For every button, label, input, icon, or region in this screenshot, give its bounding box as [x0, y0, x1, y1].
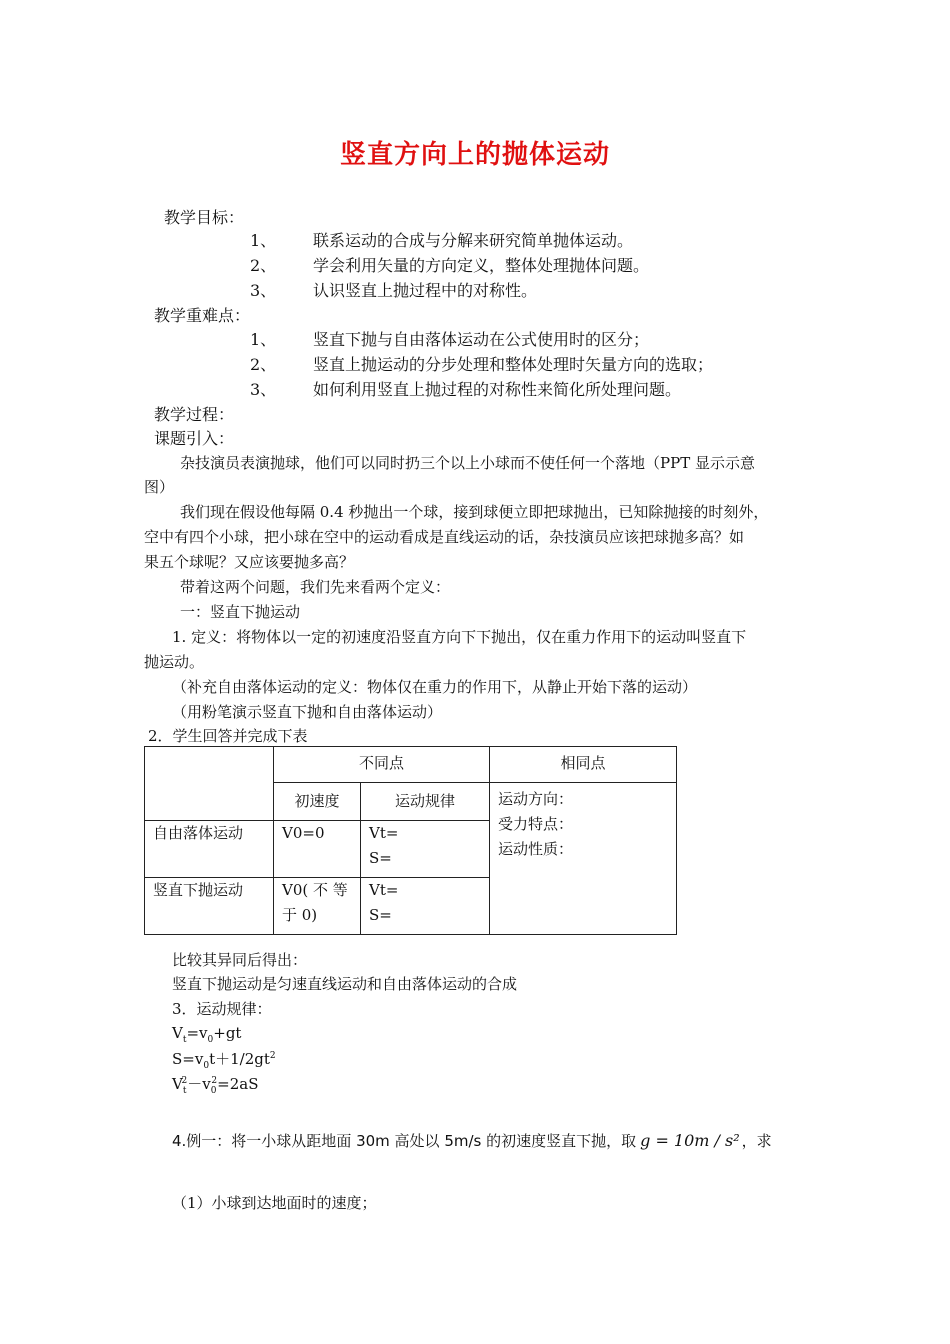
formula-velocity: [172, 1024, 241, 1045]
same-header: 相同点: [560, 754, 606, 772]
formula-displacement: [172, 1048, 276, 1071]
g-formula: g = 10m / s²: [640, 1131, 740, 1150]
f1-sub: t: [182, 1035, 187, 1045]
row1-name: 自由落体运动: [153, 824, 244, 842]
law-header-cell: [361, 783, 490, 821]
example-text: 4.例一：将一小球从距地面 30m 高处以 5m/s 的初速度竖直下抛，取: [172, 1132, 637, 1150]
compare-text: 比较其异同后得出：: [172, 951, 308, 969]
keypoint-1-text: 竖直下抛与自由落体运动在公式使用时的区分；: [313, 330, 650, 349]
law3-heading: 3．运动规律：: [172, 1000, 272, 1018]
row2-law-cell: [361, 878, 490, 935]
goal-3-text: 认识竖直上抛过程中的对称性。: [313, 281, 538, 300]
supplement-note: （补充自由落体运动的定义：物体仅在重力的作用下，从静止开始下落的运动）: [172, 678, 698, 696]
definition-line2: 抛运动。: [144, 653, 205, 671]
para2-line3: 果五个球呢？又应该要抛多高？: [144, 553, 355, 571]
definition-line1: 1. 定义：将物体以一定的初速度沿竖直方向下下抛出，仅在重力作用下的运动叫竖直下: [172, 628, 747, 646]
keypoint-2-num: 2、: [250, 355, 277, 374]
row1-name-cell: [145, 821, 274, 878]
same-header-cell: [490, 747, 677, 783]
para2-line1: 我们现在假设他每隔 0.4 秒抛出一个球，接到球便立即把球抛出，已知除抛接的时刻外，: [180, 503, 769, 521]
row1-law-cell: [361, 821, 490, 878]
f1-sub2: 0: [207, 1035, 214, 1045]
row2-name-cell: [145, 878, 274, 935]
f3-sub2: 0: [210, 1086, 217, 1096]
example-tail: ，求: [741, 1132, 772, 1150]
task2-heading: 2．学生回答并完成下表: [148, 727, 308, 745]
row2-v0-line2: 于 0): [282, 906, 318, 924]
f3-part-b: －v: [187, 1075, 211, 1093]
goal-1-text: 联系运动的合成与分解来研究简单抛体运动。: [313, 231, 634, 250]
goals-heading: 教学目标：: [164, 208, 245, 227]
f2-sub: 0: [203, 1061, 210, 1071]
diff-header: 不同点: [358, 754, 404, 772]
f2-sup: 2: [269, 1051, 276, 1061]
same-force: 受力特点：: [498, 815, 574, 833]
goal-1-num: 1、: [250, 231, 277, 250]
example-line: [172, 1130, 772, 1151]
row2-vt: Vt=: [369, 881, 399, 899]
row2-v0-line1: V0( 不 等: [282, 881, 348, 899]
para1-line1: 杂技演员表演抛球，他们可以同时扔三个以上小球而不使任何一个落地（PPT 显示示意: [180, 454, 755, 472]
f1-part-b: =v: [186, 1024, 208, 1042]
diff-header-cell: [274, 747, 490, 783]
v0-header-cell: [274, 783, 361, 821]
section1-heading: 一：竖直下抛运动: [180, 603, 301, 621]
f3-part-c: =2aS: [217, 1075, 259, 1093]
keypoint-1-num: 1、: [250, 330, 277, 349]
page-title: 竖直方向上的抛体运动: [339, 140, 610, 170]
intro-heading: 课题引入：: [154, 429, 235, 448]
same-nature: 运动性质：: [498, 840, 574, 858]
f2-part-a: S=v: [172, 1050, 204, 1068]
keypoint-2-text: 竖直上抛运动的分步处理和整体处理时矢量方向的选取；: [313, 355, 714, 374]
row1-v0-cell: [274, 821, 361, 878]
table-corner-cell: [145, 747, 274, 821]
row2-s: S=: [369, 906, 392, 924]
row2-v0-cell: [274, 878, 361, 935]
row1-s: S=: [369, 849, 392, 867]
keypoints-heading: 教学重难点：: [154, 306, 251, 325]
f3-sup2: 2: [211, 1076, 218, 1086]
keypoint-3-text: 如何利用竖直上抛过程的对称性来简化所处理问题。: [313, 380, 682, 399]
f1-part-c: +gt: [213, 1024, 242, 1042]
row1-v0: V0=0: [282, 824, 325, 842]
f2-part-b: t＋1/2gt: [209, 1050, 270, 1068]
f3-part-a: V: [172, 1075, 183, 1093]
row2-name: 竖直下抛运动: [153, 881, 244, 899]
demo-note: （用粉笔演示竖直下抛和自由落体运动）: [172, 703, 443, 721]
same-content-cell: [490, 783, 677, 935]
f3-sub: t: [182, 1086, 187, 1096]
para3: 带着这两个问题，我们先来看两个定义：: [180, 578, 451, 596]
para1-line2: 图）: [144, 478, 175, 496]
para2-line2: 空中有四个小球，把小球在空中的运动看成是直线运动的话，杂技演员应该把球抛多高？如: [144, 528, 745, 546]
process-heading: 教学过程：: [154, 405, 235, 424]
f3-sup: 2: [181, 1076, 188, 1086]
law-header: 运动规律: [394, 792, 455, 810]
comparison-table: [144, 746, 677, 935]
goal-2-num: 2、: [250, 256, 277, 275]
formula-velocity-displacement: [172, 1073, 259, 1096]
row1-vt: Vt=: [369, 824, 399, 842]
keypoint-3-num: 3、: [250, 380, 277, 399]
conclusion-text: 竖直下抛运动是匀速直线运动和自由落体运动的合成: [172, 975, 518, 993]
f1-part-a: V: [172, 1024, 183, 1042]
goal-3-num: 3、: [250, 281, 277, 300]
goal-2-text: 学会利用矢量的方向定义，整体处理抛体问题。: [313, 256, 650, 275]
question-1: （1）小球到达地面时的速度；: [172, 1194, 377, 1212]
v0-header: 初速度: [294, 792, 340, 810]
same-direction: 运动方向：: [498, 790, 574, 808]
